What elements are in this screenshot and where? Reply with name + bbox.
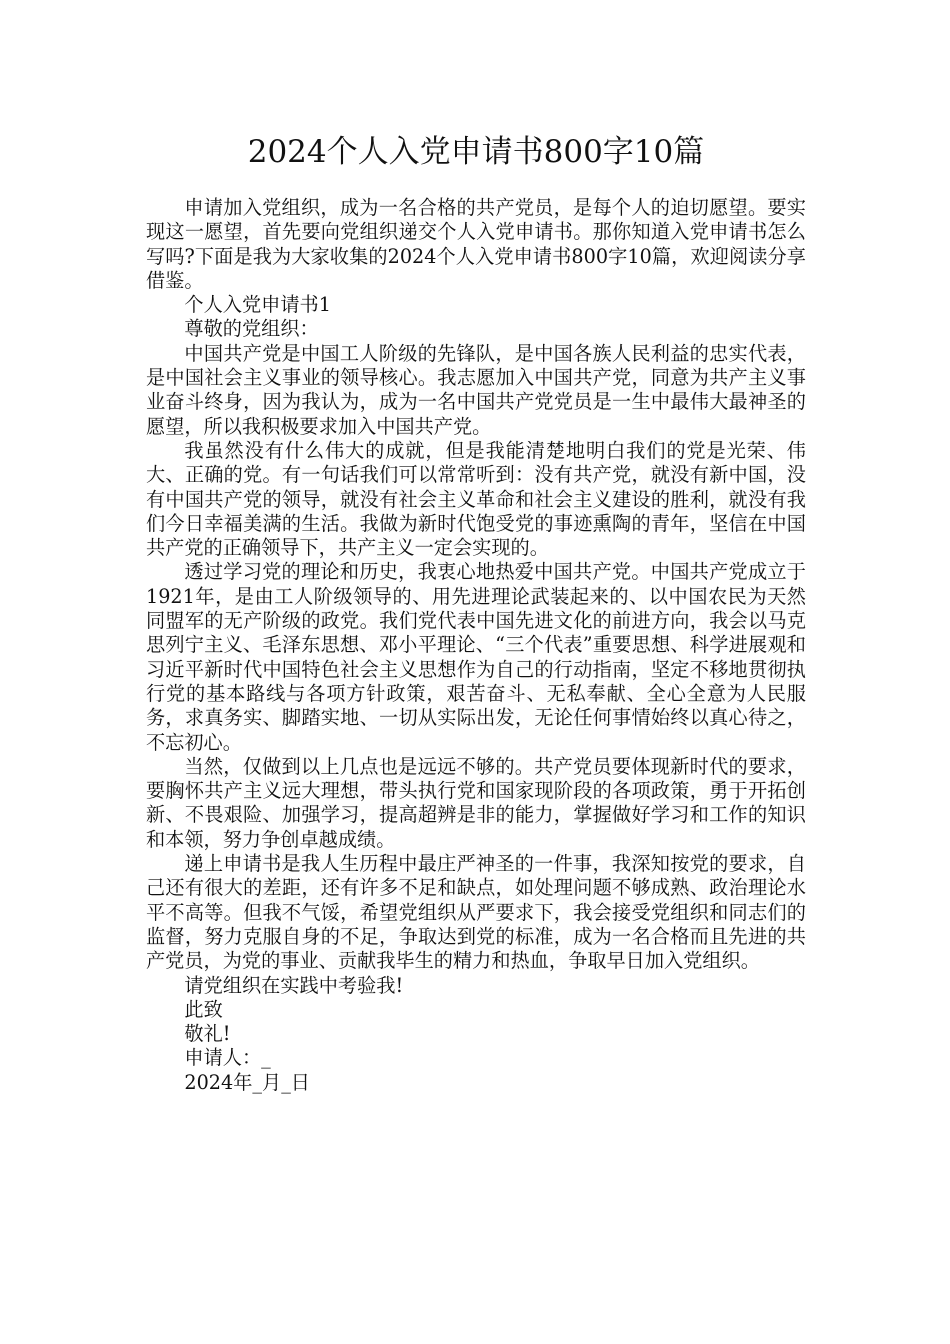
body-paragraph: 递上申请书是我人生历程中最庄严神圣的一件事，我深知按党的要求，自己还有很大的差距，还有许多不足和缺点，如处理问题不够成熟、政治理论水平不高等。但我不气馁，希望党组织从严要求下，我会接受党组织和同志们的监督，努力克服自身的不足，争取达到党的标准，成为一名合格而且先进的共产党员，为党的事业、贡献我毕生的精力和热血，争取早日加入党组织。 <box>146 852 806 973</box>
body-paragraph: 当然，仅做到以上几点也是远远不够的。共产党员要体现新时代的要求，要胸怀共产主义远大理想，带头执行党和国家现阶段的各项政策，勇于开拓创新、不畏艰险、加强学习，提高超辨是非的能力，掌握做好学习和工作的知识和本领，努力争创卓越成绩。 <box>146 754 806 851</box>
date-line: 2024年_月_日 <box>184 1070 310 1094</box>
salutation: 尊敬的党组织： <box>184 317 319 341</box>
closing-line: 请党组织在实践中考验我! <box>184 973 404 997</box>
document-page <box>146 0 806 1095</box>
intro-paragraph: 申请加入党组织，成为一名合格的共产党员，是每个人的迫切愿望。要实现这一愿望，首先要向党组织递交个人入党申请书。那你知道入党申请书怎么写吗?下面是我为大家收集的2024个人入党申请书800字10篇，欢迎阅读分享借鉴。 <box>146 196 806 292</box>
document-title: 2024个人入党申请书800字10篇 <box>247 134 705 170</box>
document-body <box>146 196 806 1095</box>
applicant-signature: 申请人：_ <box>184 1046 271 1070</box>
body-paragraph: 中国共产党是中国工人阶级的先锋队，是中国各族人民利益的忠实代表，是中国社会主义事业的领导核心。我志愿加入中国共产党，同意为共产主义事业奋斗终身，因为我认为，成为一名中国共产党党员是一生中最伟大最神圣的愿望，所以我积极要求加入中国共产党。 <box>146 341 806 438</box>
body-paragraph: 我虽然没有什么伟大的成就，但是我能清楚地明白我们的党是光荣、伟大、正确的党。有一句话我们可以常常听到：没有共产党，就没有新中国，没有中国共产党的领导，就没有社会主义革命和社会主义建设的胜利，就没有我们今日幸福美满的生活。我做为新时代饱受党的事迹熏陶的青年，坚信在中国共产党的正确领导下，共产主义一定会实现的。 <box>146 438 806 560</box>
body-paragraph: 透过学习党的理论和历史，我衷心地热爱中国共产党。中国共产党成立于1921年，是由工人阶级领导的、用先进理论武装起来的、以中国农民为天然同盟军的无产阶级的政党。我们党代表中国先进文化的前进方向，我会以马克思列宁主义、毛泽东思想、邓小平理论、“三个代表”重要思想、科学进展观和习近平新时代中国特色社会主义思想作为自己的行动指南，坚定不移地贯彻执行党的基本路线与各项方针政策，艰苦奋斗、无私奉献、全心全意为人民服务，求真务实、脚踏实地、一切从实际出发，无论任何事情始终以真心待之，不忘初心。 <box>146 560 806 754</box>
regards-line: 此致 <box>184 997 223 1021</box>
regards-line: 敬礼! <box>184 1022 231 1046</box>
section-heading: 个人入党申请书1 <box>184 293 331 317</box>
